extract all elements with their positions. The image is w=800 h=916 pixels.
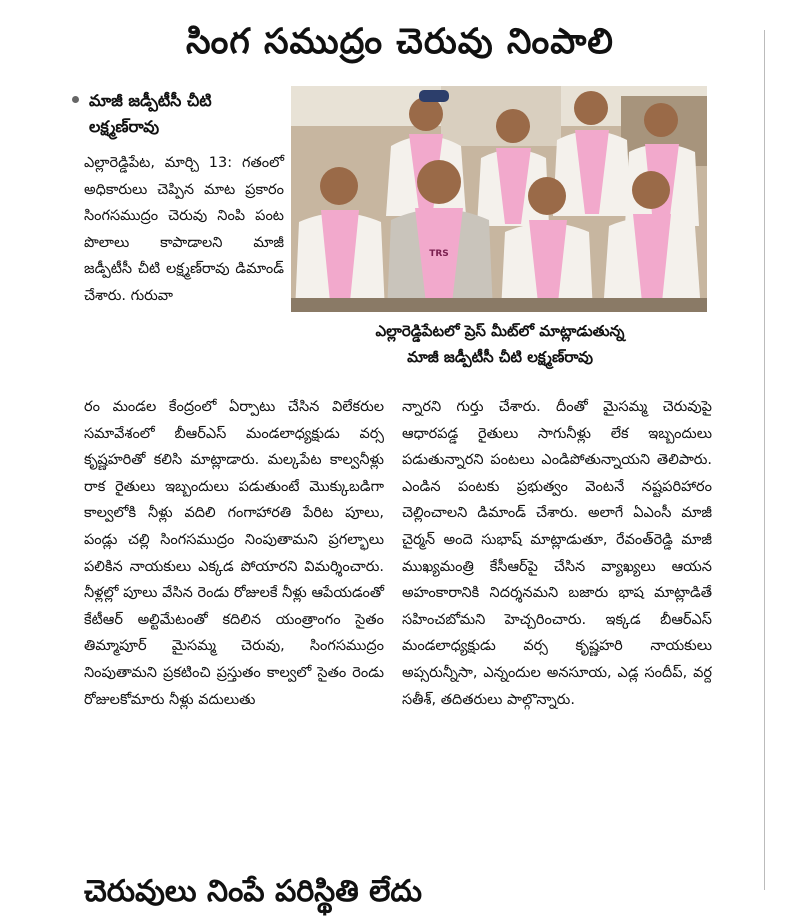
article-headline: సింగ సముద్రం చెరువు నింపాలి [186, 22, 614, 62]
article-body-left: రం మండల కేంద్రంలో ఏర్పాటు చేసిన విలేకరుల సమావేశంలో బీఆర్ఎస్ మండలాధ్యక్షుడు వర్స కృష్ణహరితో కలిసి మాట్లాడారు. మల్కపేట కాల్వనీళ్లు రాక రైతులు ఇబ్బందులు పడుతుంటే మొక్కుబడిగా కాల్వలోకి నీళ్లు వదిలి గంగాహారతి పేరిట పూలు, పండ్లు చల్లి సింగసముద్రం నింపుతామని ప్రగల్భాలు పలికిన నాయకులు ఎక్కడ పోయారని విమర్శించారు. నీళ్లల్లో పూలు వేసిన రెండు రోజులకే నీళ్లు ఆపేయడంతో కేటీఆర్ అల్టిమేటంతో కదిలిన యంత్రాంగం సైతం తిమ్మాపూర్ మైసమ్మ చెరువు, సింగసముద్రం నింపుతామని ప్రకటించి ప్రస్తుతం కాల్వలో సైతం రెండు రోజులకోమారు నీళ్లు వదులుతు [84, 399, 384, 708]
article-body-right: న్నారని గుర్తు చేశారు. దీంతో మైసమ్మ చెరువుపై ఆధారపడ్డ రైతులు సాగునీళ్లు లేక ఇబ్బందులు పడుతున్నారని పంటలు ఎండిపోతున్నాయని తెలిపారు. ఎండిన పంటకు ప్రభుత్వం వెంటనే నష్టపరిహారం చెల్లించాలని డిమాండ్ చేశారు. అలాగే ఏఎంసీ మాజీ చైర్మన్ అందె సుభాష్ మాట్లాడుతూ, రేవంత్‌రెడ్డి మాజీ ముఖ్యమంత్రి కేసీఆర్‌పై చేసిన వ్యాఖ్యలు ఆయన అహంకారానికి నిదర్శనమని బజారు భాష మాట్లాడితే సహించబోమని హెచ్చరించారు. ఇక్కడ బీఆర్ఎస్ మండలాధ్యక్షుడు వర్స కృష్ణహరి నాయకులు అప్సరున్నీసా, ఎన్నందుల అనసూయ, ఎడ్ల సందీప్, వర్ద సతీశ్, తదితరులు పాల్గొన్నారు. [402, 399, 712, 708]
photo-caption [292, 318, 708, 370]
article-subheadline [72, 88, 282, 140]
caption-line-1: ఎల్లారెడ్డిపేటలో ప్రెస్ మీట్‌లో మాట్లాడుతున్న [375, 322, 625, 340]
scarf-label: TRS [429, 249, 449, 259]
caption-line-2: మాజీ జడ్పీటీసీ చీటి లక్ష్మణ్‌రావు [407, 348, 593, 366]
column-divider [764, 30, 765, 890]
next-article-headline: చెరువులు నింపే పరిస్థితి లేదు [84, 874, 422, 909]
subheadline-text: మాజీ జడ్పీటీసీ చీటి లక్ష్మణ్‌రావు [89, 91, 212, 136]
bullet-icon [72, 96, 79, 103]
news-photo [291, 86, 707, 312]
article-body-intro: ఎల్లారెడ్డిపేట, మార్చి 13: గతంలో అధికారులు చెప్పిన మాట ప్రకారం సింగసముద్రం చెరువు నింపి పంట పొలాలు కాపాడాలని మాజీ జడ్పీటీసీ చీటి లక్ష్మణ్‌రావు డిమాండ్ చేశారు. గురువా [84, 155, 284, 304]
